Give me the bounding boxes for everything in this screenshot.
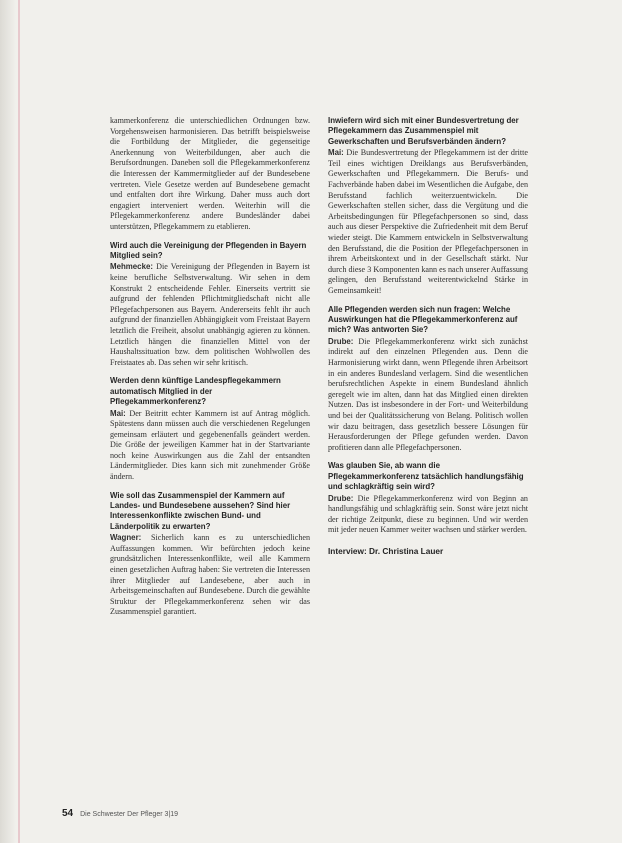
page-footer [62,808,178,819]
speaker-name: Mehmecke: [110,262,153,272]
page-number: 54 [62,808,74,819]
question-1: Wird auch die Vereinigung der Pflegenden in Bayern Mitglied sein? [110,240,307,260]
question-2: Werden denn künftige Landespflegekammern automatisch Mitglied in der Pflegekammerkonferenz? [110,376,281,407]
answer-4 [328,148,528,296]
binding-shadow [0,0,16,843]
answer-5 [328,337,528,454]
page-edge-line [18,0,20,843]
answer-2 [110,409,310,483]
answer-text: Sicherlich kann es zu unterschiedlichen Auffassungen kommen. Wir befürchten jedoch keine grundsätzlichen Interessenkonflikte, weil alle Kammern einen gesetzlichen Auftrag haben: Sie vertreten die Interessen ihrer Mitglieder auf Landesebene, aber auch in Arbeitsgemeinschaften auf Bundesebene. Durch die gewählte Struktur der Pflegekammerkonferenz sehen wir das Zusammenspiel garantiert. [110,533,310,617]
answer-6 [328,494,528,536]
right-column [328,116,528,556]
speaker-name: Mai: [328,148,344,158]
answer-text: Die Pflegekammerkonferenz wirkt sich zunächst indirekt auf den einzelnen Pflegenden aus. Denn die Harmonisierung wirkt dann, wenn Pflegende ihren Arbeitsort in ein anderes Bundesland verlagern. Sind die wesentlichen berufsrechtlichen Aspekte in einem Bundesland ähnlich geregelt wie im alten, dann hat das Mitglied einen direkten Nutzen. Das ist insbesondere in der Fort- und Weiterbildung und bei der Qualitätssicherung von Belang. Politisch wollen wir dazu beitragen, dass gesetzlich bessere Lösungen für Herausforderungen der Pflege gefunden werden. Davon profitieren dann alle Pflegefachpersonen. [328,336,528,452]
question-4: Inwiefern wird sich mit einer Bundesvertretung der Pflegekammern das Zusammenspiel mit Gewerkschaften und Berufsverbänden ändern? [328,116,519,146]
answer-text: Die Bundesvertretung der Pflegekammern ist der dritte Teil eines wichtigen Dreiklangs aus Berufsverbänden, Gewerkschaften und Pflegekammern. Die Berufs- und Fachverbände haben dabei im Wesentlichen die Aufgabe, den Berufsstand fachlich weiterzuentwickeln. Die Gewerkschaften stellen sicher, dass die Vergütung und die Arbeitsbedingungen für Pflegefachpersonen so sind, dass auch aus dieser Perspektive die Zufriedenheit mit dem Beruf wieder steigt. Die Kammern entwickeln in Selbstverwaltung den Berufsstand, die die Position der Pflegefachpersonen in ihrem Arbeitskontext und in der Gesellschaft stärkt. Nur durch diese 3 Komponenten kann es nach unserer Auffassung gelingen, den Berufsstand weiterentwickelnd Stärke in Gemeinsamkeit! [328,148,528,295]
paragraph-intro: kammerkonferenz die unterschiedlichen Ordnungen bzw. Vorgehensweisen harmonisieren. Das betrifft beispielsweise die Fortbildung der Mitglieder, die gegenseitige Anerkennung von Weiterbildungen, aber auch die Berufsordnungen. Daneben soll die Pflegekammerkonferenz die Interessen der Kammermitglieder auf der Bundesebene vertreten. Viele Gesetze werden auf Bundesebene gemacht und entfalten dort ihre Wirkung. Daher muss auch dort engagiert interveniert werden. Weiterhin will die Pflegekammerkonferenz andere Bundesländer dabei unterstützen, Pflegekammern zu etablieren. [110,116,310,231]
answer-1 [110,262,310,368]
answer-text: Die Vereinigung der Pflegenden in Bayern ist keine berufliche Selbstverwaltung. Wir sehen in dem Konstrukt 2 entscheidende Fehler. Einerseits vertritt sie aufgrund der fehlenden Pflichtmitgliedschaft nicht alle Pflegefachpersonen aus Bayern. Andererseits fehlt ihr auch aufgrund der finanziellen Abhängigkeit vom Freistaat Bayern letztlich die Freiheit, absolut unabhängig agieren zu können. Letztlich hängen die finanziellen Mittel von der Haushaltssituation bzw. dem politischen Wohlwollen des Freistaates ab. Das sehen wir sehr kritisch. [110,262,310,367]
speaker-name: Drube: [328,493,354,503]
question-3: Wie soll das Zusammenspiel der Kammern auf Landes- und Bundesebene aussehen? Sind hier Interessenkonflikte zwischen Bund- und Länderpolitik zu erwarten? [110,490,291,531]
left-column [110,116,310,626]
speaker-name: Mai: [110,408,126,418]
answer-text: Der Beitritt echter Kammern ist auf Antrag möglich. Spätestens dann müssen auch die verschiedenen Regelungen gemeinsam erläutert und gegebenenfalls geändert werden. Die Größe der jeweiligen Kammer hat in der Startvariante noch keine Auswirkungen aus die Zahl der entsandten Ländermitglieder. Dies kann sich mit zunehmender Größe ändern. [110,408,310,482]
speaker-name: Wagner: [110,533,142,543]
question-5: Alle Pflegenden werden sich nun fragen: Welche Auswirkungen hat die Pflegekammerkonferenz auf mich? Was antworten Sie? [328,304,518,335]
speaker-name: Drube: [328,336,354,346]
answer-text: Die Pflegekammerkonferenz wird von Beginn an handlungsfähig und schlagkräftig sein. Sonst wäre jetzt nicht der richtige Zeitpunkt, diese zu beginnen. Und wir werden mit jeder neuen Kammer weiter wachsen und stärker werden. [328,493,528,535]
interview-credit: Interview: Dr. Christina Lauer [328,545,444,556]
publication-name: Die Schwester Der Pfleger 3|19 [80,811,178,818]
question-6: Was glauben Sie, ab wann die Pflegekammerkonferenz tatsächlich handlungsfähig und schlagkräftig sein wird? [328,461,524,492]
answer-3 [110,533,310,618]
